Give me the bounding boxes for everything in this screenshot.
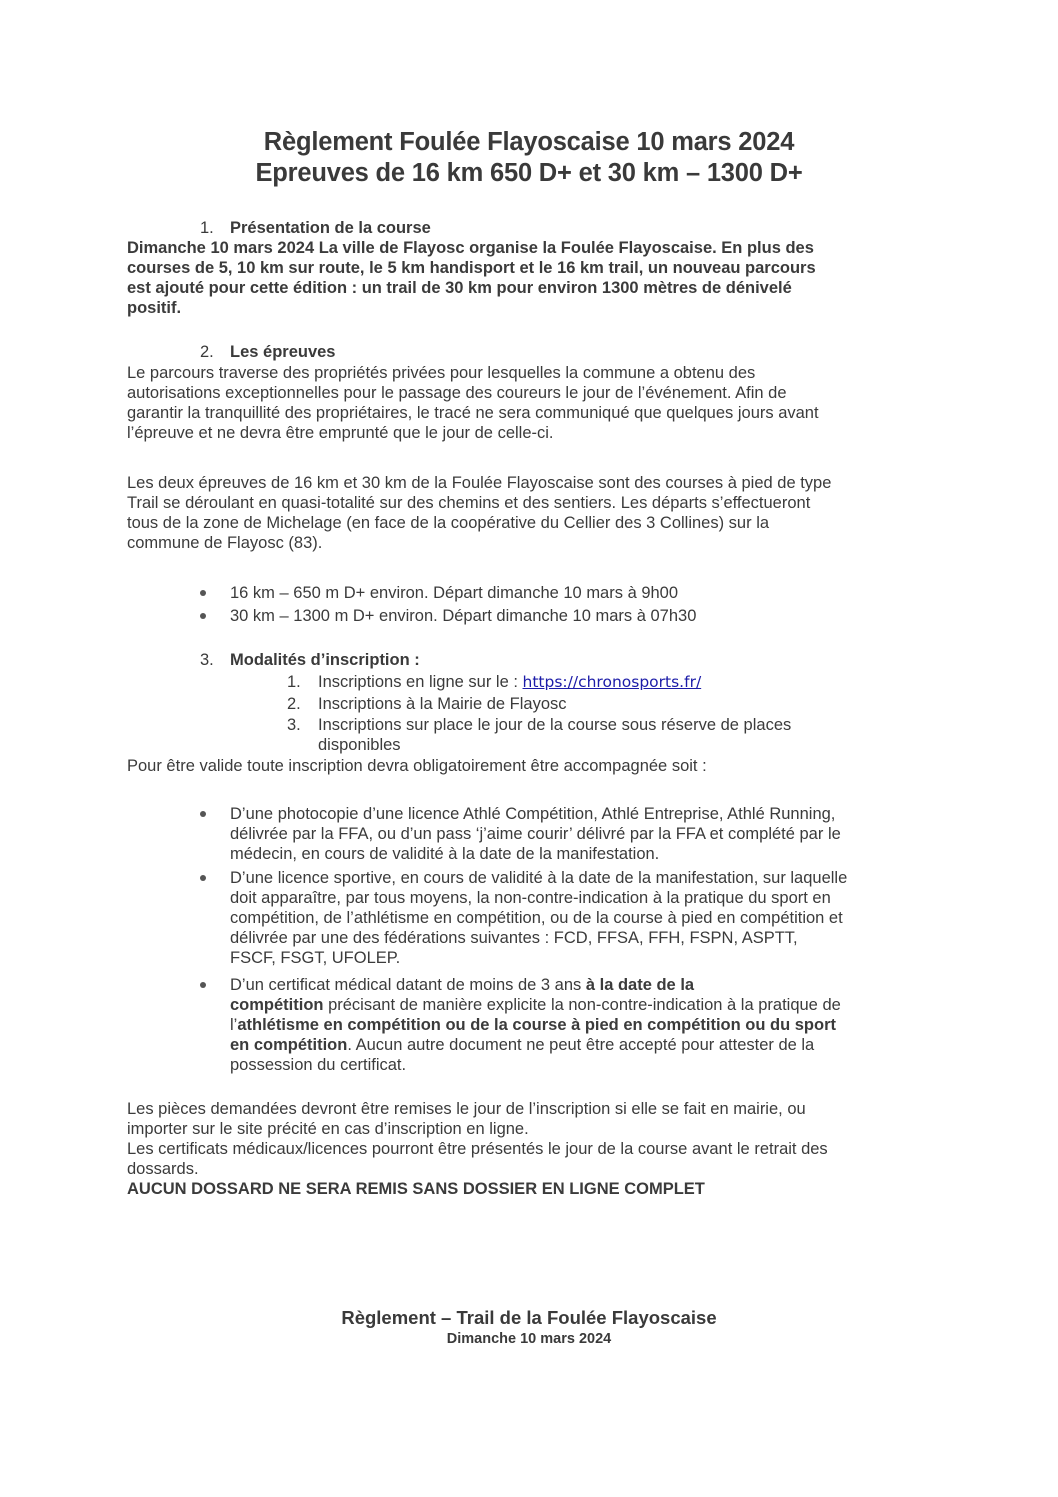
text-line: autorisations exceptionnelles pour le passage des coureurs le jour de l’événement. Afin de [127, 384, 787, 402]
text-line: Le parcours traverse des propriétés privées pour lesquelles la commune a obtenu des [127, 364, 756, 382]
section-title: Les épreuves [230, 343, 336, 361]
bullet-icon [200, 875, 206, 881]
text-line: D’une photocopie d’une licence Athlé Compétition, Athlé Entreprise, Athlé Running, [230, 805, 836, 823]
text-line [230, 995, 841, 1015]
bullet-icon [200, 982, 206, 988]
section-title: Modalités d’inscription : [230, 651, 420, 669]
document-bullet-sport-licence [230, 868, 847, 968]
document-bullet-medical-certificate [230, 975, 841, 1075]
text-run: D’un certificat médical datant de moins de 3 ans [230, 976, 586, 994]
text-line: l’épreuve et ne devra être emprunté que le jour de celle-ci. [127, 424, 554, 442]
section-2-paragraph-2 [127, 473, 947, 553]
text-run-bold: athlétisme en compétition ou de la course à pied en compétition ou du sport [237, 1016, 837, 1034]
item-text: disponibles [318, 736, 401, 754]
registration-item-3 [287, 715, 792, 755]
text-line: D’une licence sportive, en cours de validité à la date de la manifestation, sur laquelle [230, 869, 848, 887]
section-1-heading [200, 218, 431, 238]
closing-paragraph [127, 1099, 947, 1199]
section-number: 1. [200, 219, 214, 237]
text-run-bold: en compétition [230, 1036, 348, 1054]
text-line: dossards. [127, 1160, 199, 1178]
registration-item-1 [287, 672, 702, 692]
text-line: possession du certificat. [230, 1056, 407, 1074]
text-run: précisant de manière explicite la non-contre-indication à la pratique de [323, 996, 841, 1014]
item-text: Inscriptions à la Mairie de Flayosc [318, 695, 567, 713]
race-bullet-16km [230, 583, 678, 603]
text-line: positif. [127, 299, 182, 317]
item-number: 2. [287, 695, 301, 713]
bullet-text: 30 km – 1300 m D+ environ. Départ dimanche 10 mars à 07h30 [230, 607, 697, 625]
text-line: tous de la zone de Michelage (en face de la coopérative du Cellier des 3 Collines) sur la [127, 514, 770, 532]
text-line: Les certificats médicaux/licences pourront être présentés le jour de la course avant le retrait des [127, 1140, 828, 1158]
documents-intro [127, 756, 947, 776]
text-line: courses de 5, 10 km sur route, le 5 km handisport et le 16 km trail, un nouveau parcours [127, 259, 816, 277]
section-2-paragraph-1 [127, 363, 947, 443]
section-number: 3. [200, 651, 214, 669]
text-line: médecin, en cours de validité à la date de la manifestation. [230, 845, 660, 863]
section-1-body [127, 238, 947, 318]
text-line: Les pièces demandées devront être remises le jour de l’inscription si elle se fait en mairie, ou [127, 1100, 806, 1118]
bullet-icon [200, 811, 206, 817]
section-title: Présentation de la course [230, 219, 431, 237]
text-line: compétition, de l’athlétisme en compétition, ou de la course à pied en compétition et [230, 909, 843, 927]
text-line: commune de Flayosc (83). [127, 534, 323, 552]
document-subtitle: Epreuves de 16 km 650 D+ et 30 km – 1300 D+ [255, 159, 803, 187]
document-title: Règlement Foulée Flayoscaise 10 mars 2024 [263, 128, 795, 156]
text-line: Les deux épreuves de 16 km et 30 km de la Foulée Flayoscaise sont des courses à pied de type [127, 474, 832, 492]
text-run: l’ [230, 1016, 238, 1034]
item-text: Inscriptions sur place le jour de la course sous réserve de places [318, 716, 792, 734]
section-3-heading [200, 650, 420, 670]
chronosports-link[interactable]: https://chronosports.fr/ [522, 673, 702, 691]
bullet-text: 16 km – 650 m D+ environ. Départ dimanche 10 mars à 9h00 [230, 584, 679, 602]
document-bullet-ffa-licence [230, 804, 841, 864]
bullet-icon [200, 613, 206, 619]
text-run-bold: compétition [230, 996, 324, 1014]
item-number: 3. [287, 716, 301, 734]
text-line: est ajouté pour cette édition : un trail de 30 km pour environ 1300 mètres de dénivelé [127, 279, 792, 297]
text-line: importer sur le site précité en cas d’inscription en ligne. [127, 1120, 529, 1138]
text-line [230, 1015, 841, 1035]
text-line: doit apparaître, par tous moyens, la non-contre-indication à la pratique du sport en [230, 889, 831, 907]
warning-text: AUCUN DOSSARD NE SERA REMIS SANS DOSSIER EN LIGNE COMPLET [127, 1180, 705, 1198]
text-line: délivrée par la FFA, ou d’un pass ‘j’aime courir’ délivré par la FFA et complété par le [230, 825, 841, 843]
footer-title: Règlement – Trail de la Foulée Flayoscaise [341, 1307, 717, 1328]
section-2-heading [200, 342, 335, 362]
footer-date: Dimanche 10 mars 2024 [446, 1331, 612, 1347]
text-run: . Aucun autre document ne peut être accepté pour attester de la [347, 1036, 815, 1054]
text-line: Trail se déroulant en quasi-totalité sur des chemins et des sentiers. Les départs s’effectueront [127, 494, 811, 512]
text-line: Pour être valide toute inscription devra obligatoirement être accompagnée soit : [127, 757, 707, 775]
race-bullet-30km [230, 606, 696, 626]
text-line: délivrée par une des fédérations suivantes : FCD, FFSA, FFH, FSPN, ASPTT, [230, 929, 798, 947]
text-line [230, 975, 841, 995]
item-number: 1. [287, 673, 301, 691]
text-line [230, 1035, 841, 1055]
text-line: Dimanche 10 mars 2024 La ville de Flayosc organise la Foulée Flayoscaise. En plus des [127, 239, 814, 257]
item-text: Inscriptions en ligne sur le : [318, 673, 523, 691]
section-number: 2. [200, 343, 214, 361]
text-run-bold: à la date de la [585, 976, 695, 994]
text-line: garantir la tranquillité des propriétaires, le tracé ne sera communiqué que quelques jours avant [127, 404, 819, 422]
bullet-icon [200, 590, 206, 596]
text-line: FSCF, FSGT, UFOLEP. [230, 949, 401, 967]
registration-item-2 [287, 694, 567, 714]
